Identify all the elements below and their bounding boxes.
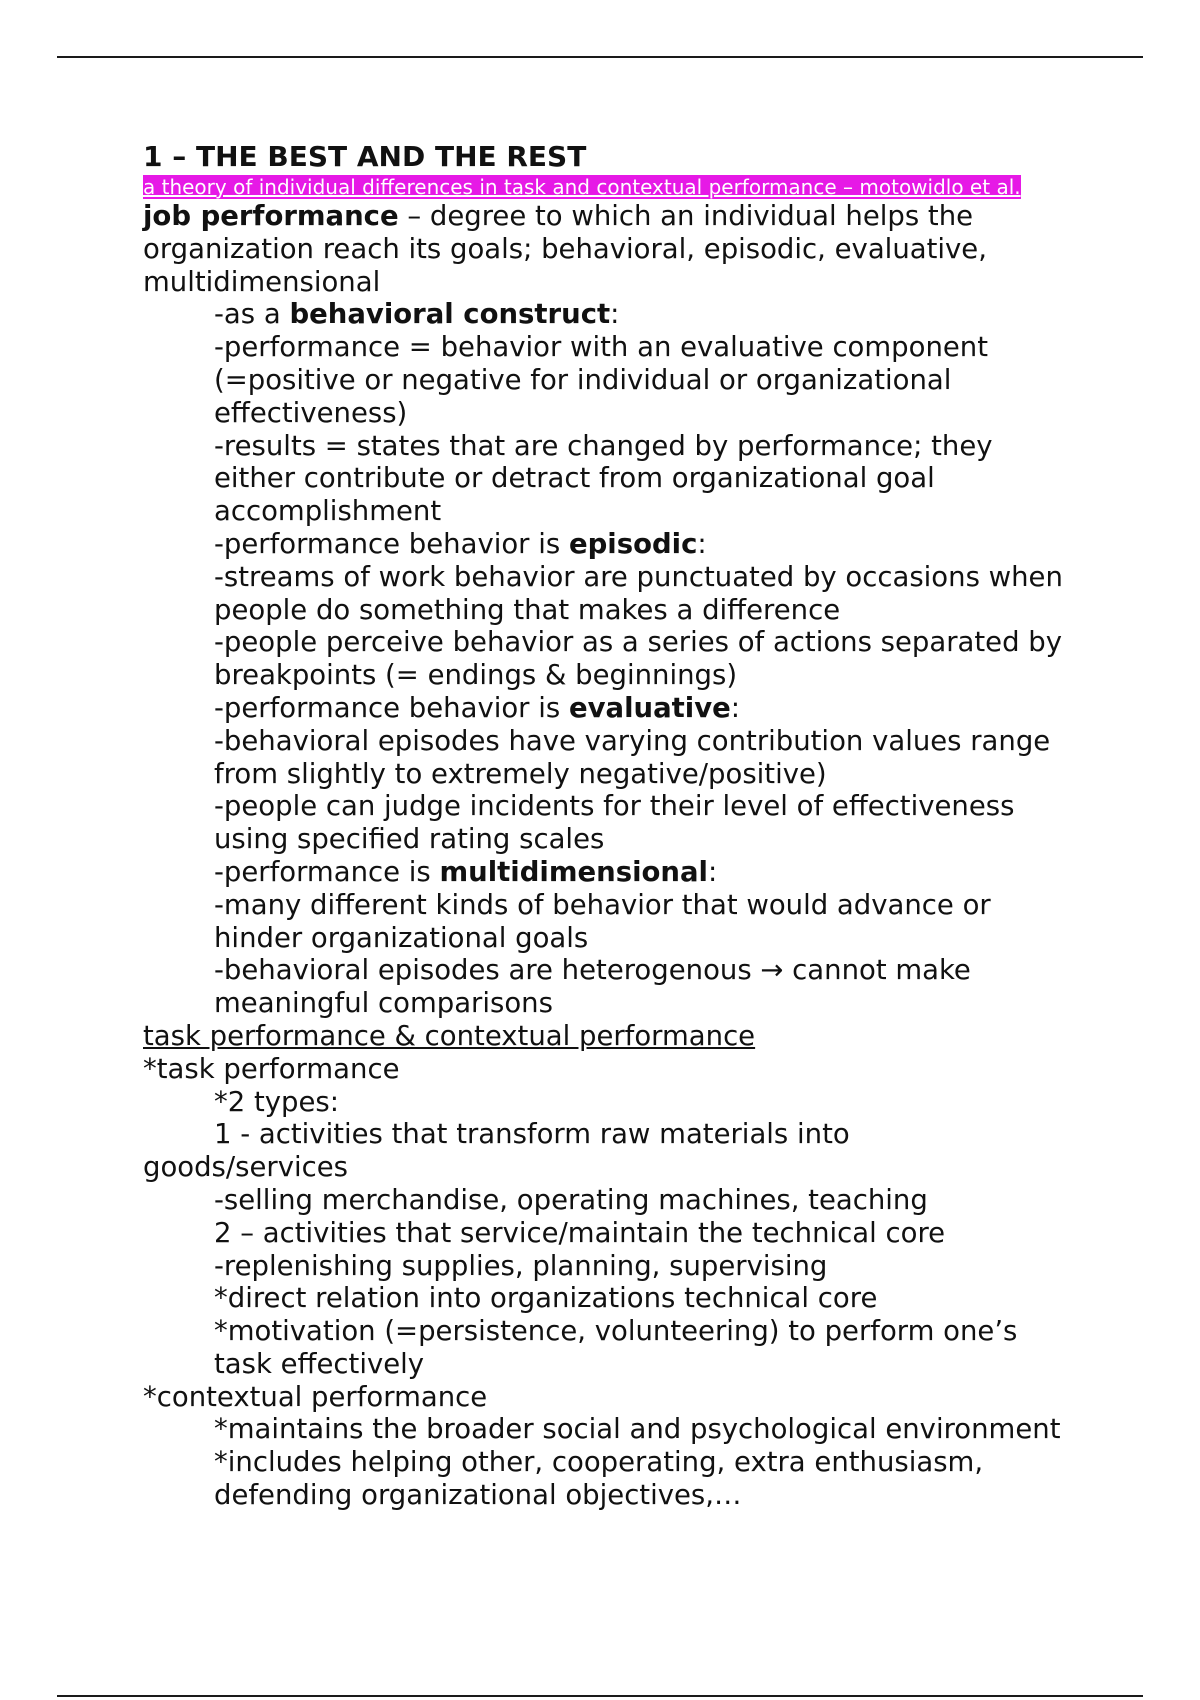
behavioral-prefix: -as a — [214, 298, 290, 331]
multidimensional-heading — [143, 856, 1063, 889]
evaluative-point-1: -behavioral episodes have varying contribution values range from slightly to extremely negative/positive) — [214, 724, 1051, 790]
episodic-prefix: -performance behavior is — [214, 527, 569, 560]
multidimensional-suffix: : — [707, 855, 718, 888]
task-type-1: 1 - activities that transform raw materials into goods/services — [143, 1118, 850, 1184]
page-top-rule — [57, 56, 1143, 58]
behavioral-suffix: : — [610, 298, 620, 331]
multidimensional-point-2: -behavioral episodes are heterogenous → cannot make meaningful comparisons — [214, 954, 971, 1020]
task-types-label: *2 types: — [214, 1085, 340, 1118]
task-performance-label: *task performance — [143, 1052, 400, 1085]
task-type-1-examples: -selling merchandise, operating machines, teaching — [214, 1183, 928, 1216]
highlighted-source-text: a theory of individual differences in task and contextual performance – motowidlo et al. — [143, 175, 1021, 199]
evaluative-suffix: : — [730, 691, 741, 724]
behavioral-point-2: -results = states that are changed by performance; they either contribute or detract from organizational goal accomplishment — [214, 429, 993, 528]
episodic-heading — [143, 528, 1063, 561]
episodic-suffix: : — [697, 527, 707, 560]
multidimensional-term: multidimensional — [439, 855, 708, 888]
contextual-includes: *includes helping other, cooperating, extra enthusiasm, defending organizational objectives,… — [214, 1446, 984, 1512]
task-motivation: *motivation (=persistence, volunteering) to perform one’s task effectively — [214, 1315, 1018, 1380]
section-heading: 1 – THE BEST AND THE REST — [143, 140, 587, 173]
evaluative-term: evaluative — [568, 691, 731, 724]
task-type-2: 2 – activities that service/maintain the technical core — [214, 1216, 946, 1249]
multidimensional-point-1: -many different kinds of behavior that would advance or hinder organizational goals — [214, 888, 991, 954]
evaluative-prefix: -performance behavior is — [214, 691, 569, 724]
task-contextual-subheading: task performance & contextual performance — [143, 1019, 756, 1052]
contextual-maintains: *maintains the broader social and psychological environment — [214, 1413, 1061, 1446]
evaluative-point-2: -people can judge incidents for their level of effectiveness using specified rating scales — [214, 790, 1015, 856]
behavioral-term: behavioral construct — [289, 298, 611, 331]
contextual-performance-label: *contextual performance — [143, 1380, 488, 1413]
task-direct-relation: *direct relation into organizations technical core — [214, 1282, 878, 1315]
evaluative-heading — [143, 692, 1063, 725]
page-bottom-rule — [57, 1695, 1143, 1697]
behavioral-construct-heading — [143, 298, 1063, 331]
task-type-2-examples: -replenishing supplies, planning, supervising — [214, 1249, 828, 1282]
behavioral-point-1: -performance = behavior with an evaluative component (=positive or negative for individual or organizational effectiveness) — [214, 331, 989, 429]
episodic-point-1: -streams of work behavior are punctuated by occasions when people do something that makes a difference — [214, 560, 1063, 626]
document-body — [143, 140, 1063, 1512]
episodic-term: episodic — [568, 527, 698, 560]
job-performance-text: – degree to which an individual helps the organization reach its goals; behavioral, episodic, evaluative, multidimensional — [143, 200, 987, 298]
job-performance-definition — [143, 200, 1063, 298]
multidimensional-prefix: -performance is — [214, 855, 440, 888]
episodic-point-2: -people perceive behavior as a series of actions separated by breakpoints (= endings & beginnings) — [214, 626, 1063, 692]
job-performance-term: job performance — [143, 200, 399, 232]
highlighted-source-link[interactable] — [143, 174, 1058, 200]
